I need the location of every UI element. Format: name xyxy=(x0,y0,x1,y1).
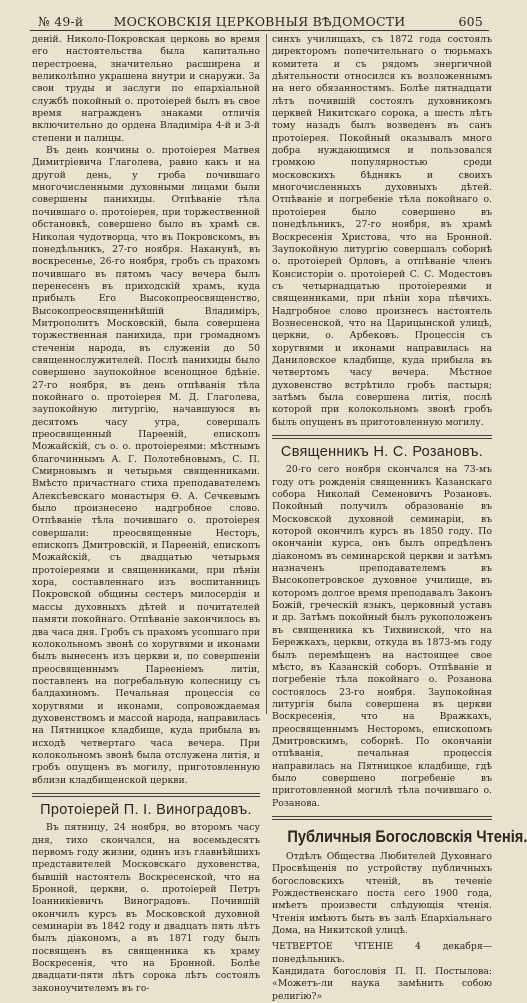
article-paragraph: синхъ училищахъ, съ 1872 года состоялъ директоромъ попечительнаго о тюрьмахъ комитета и съ рядомъ энергичной дѣятельности относился къ возложеннымъ на него обязанностямъ. Болѣе пятнадцати лѣтъ почившій состоялъ духовникомъ церквей Никитскаго сорока, а шесть лѣтъ тому назадъ былъ возведенъ въ санъ протоіерея. Покойный оказывалъ много добра нуждающимся и пользовался громкою популярностью среди московскихъ бѣднякъ и своихъ многочисленныхъ духовныхъ дѣтей. Отпѣваніе и погребеніе тѣла покойнаго о. протоіерея было совершено въ понедѣльникъ, 27-го ноября, въ храмѣ Воскресенія Христова, что на Бронной. Заупокойную литургію совершалъ соборнѣ о. протоіерей Орловъ, а отпѣваніе членъ Консисторіи о. протоіерей С. С. Модестовъ съ четырнадцатью протоіереями и священниками, при пѣніи хора пѣвчихъ. Надгробное слово произнесъ настоятель Вознесенской, что на Царицынской улицѣ, церкви, о. Арбековъ. Процессія съ хоругвями и иконами направилась на Даниловское кладбище, куда прибыла въ четвертомъ часу вечера. Мѣстное духовенство встрѣтило гробъ пастыря; затѣмъ была совершена литія, послѣ которой при колокольномъ звонѣ гробъ былъ опущенъ въ приготовленную могилу. xyxy=(272,34,492,428)
obituary-paragraph: 20-го сего ноября скончался на 73-мъ году отъ рожденія священникъ Казанскаго собора Николай Семеновичъ Розановъ. Покойный получилъ образованіе въ Московской духовной семинаріи, въ которой окончилъ курсъ въ 1850 году. По окончаніи курса, онъ былъ опредѣленъ діакономъ въ семинарской церкви и затѣмъ назначенъ преподавателемъ въ Высокопетровское духовное училище, въ которомъ долгое время преподавалъ Законъ Божій, греческій языкъ, церковный уставъ и др. Затѣмъ покойный былъ рукоположенъ въ священника къ Тихвинской, что на Бережкахъ, церкви, откуда въ 1873-мъ году былъ перемѣщенъ на настоящее свое мѣсто, въ Казанскій соборъ. Отпѣваніе и погребеніе тѣла покойнаго о. Розанова состоялось 23-го ноября. Заупокойная литургія была совершена въ церкви Воскресенія, что на Вражкахъ, преосвященнымъ Несторомъ, епископомъ Дмитровскимъ, соборнѣ. По окончаніи отпѣванія, печальная процессія направилась на Пятницкое кладбище, гдѣ было совершено погребеніе въ приготовленной могилѣ тѣла почившаго о. Розанова. xyxy=(272,464,492,809)
obituary-paragraph: Въ пятницу, 24 ноября, во второмъ часу дня, тихо скончался, на восемьдесятъ первомъ году жизни, одинъ изъ главнѣйшихъ представителей Московскаго духовенства, бывшій настоятель Воскресенской, что на Бронной, церкви, о. протоіерей Петръ Іоанникіевичъ Виноградовъ. Почившій окончилъ курсъ въ Московской духовной семинаріи въ 1842 году и двадцать пять лѣтъ былъ діакономъ, а въ 1871 году былъ посвященъ въ священника къ храму Воскресенія, что на Бронной. Болѣе двадцати-пяти лѣтъ сорока лѣтъ состоялъ законоучителемъ въ го- xyxy=(32,822,260,994)
lectures-intro: Отдѣлъ Общества Любителей Духовнаго Просвѣщенія по устройству публичныхъ богословскихъ чтеній, въ теченіе Рождественскаго поста сего 1900 года, имѣетъ произвести слѣдующія чтенія. Чтенія имѣютъ быть въ залѣ Епархіальнаго Дома, на Никитской улицѣ. xyxy=(272,850,492,937)
publication-title: МОСКОВСКІЯ ЦЕРКОВНЫЯ ВѢДОМОСТИ xyxy=(113,14,406,29)
section-divider xyxy=(32,793,260,797)
obituary-title-vinogradov: Протоіерей П. І. Виноградовъ. xyxy=(40,801,252,818)
page-number: 605 xyxy=(458,14,483,29)
section-divider xyxy=(272,816,492,820)
lectures-heading: Публичныя Богословскія Чтенія. xyxy=(287,826,527,846)
section-divider xyxy=(272,435,492,439)
obituary-title-rozanov: Священникъ Н. С. Розановъ. xyxy=(280,444,484,460)
left-column xyxy=(32,34,260,994)
article-paragraph: деній. Николо-Покровская церковь во время его настоятельства была капитально перестроена, значительно расширена и великолѣпно украшена внутри и снаружи. За свои труды и заслуги по епархіальной службѣ покойный о. протоіерей былъ въ свое время награжденъ знаками отличія включительно до ордена Владиміра 4-й и 3-й степени и палицы. xyxy=(32,34,260,144)
right-column xyxy=(272,34,527,1002)
article-paragraph: Въ день кончины о. протоіерея Матвея Димитріевича Глаголева, равно какъ и на другой день, у гроба почившаго многочисленными духовными лицами были совершены панихиды. Отпѣваніе тѣла почившаго о. протоіерея, при торжественной обстановкѣ, совершено было въ храмѣ св. Николая чудотворца, что въ Покровскомъ, въ понедѣльникъ, 27-го ноября. Наканунѣ, въ воскресенье, 26-го ноября, гробъ съ прахомъ почившаго въ пятомъ часу вечера былъ перенесенъ въ приходскій храмъ, куда прибылъ Его Высокопреосвященство, Высокопреосвященнѣйшій Владиміръ, Митрополитъ Московскій, была совершена торжественная панихида, при громадномъ стеченіи народа, въ служеніи до 50 священнослужителей. Послѣ панихиды было совершено заупокойное всенощное бдѣніе. 27-го ноября, въ день отпѣванія тѣла покойнаго о. протоіерея М. Д. Глаголева, заупокойную литургію, начавшуюся въ десятомъ часу утра, совершалъ преосвященный Парѳеній, епископъ Можайскій, съ о. о. протоіереями: мѣстнымъ благочиннымъ А. Г. Полотебновымъ, С. П. Смирновымъ и четырьмя священниками. Вмѣсто причастнаго стиха преподавателемъ Алексѣевскаго монастыря Ѳ. А. Сечкевымъ было произнесено надгробное слово. Отпѣваніе тѣла почившаго о. протоіерея совершали: преосвященные Несторъ, епископъ Дмитровскій, и Парѳеній, епископъ Можайскій, съ двадцатью четырьмя протоіереями и священниками, при пѣніи хора, составленнаго изъ воспитанницъ Покровской общины сестеръ милосердія и массы духовныхъ дѣтей и почитателей памяти покойнаго. Отпѣваніе закончилось въ два часа дня. Гробъ съ прахомъ усопшаго при колокольномъ звонѣ со хоругвями и иконами былъ вынесенъ изъ церкви и, по совершеніи преосвященнымъ Парѳеніемъ литіи, поставленъ на погребальную колесницу съ балдахиномъ. Печальная процессія со хоругвями и иконами, сопровождаемая духовенствомъ и массой народа, направилась на Пятницкое кладбище, куда прибыла въ исходѣ четвертаго часа вечера. При колокольномъ звонѣ была отслужена литія, и гробъ опущенъ въ могилу, приготовленную вблизи кладбищенской церкви. xyxy=(32,145,260,786)
page-header xyxy=(30,8,489,30)
header-rule xyxy=(30,30,489,31)
issue-number: № 49-й xyxy=(38,14,84,29)
lecture-topic-line: Кандидата богословія П. П. Постылова: «Можетъ-ли наука замѣнить собою религію?» xyxy=(272,966,492,1002)
column-divider xyxy=(266,34,267,714)
lecture-date-line: ЧЕТВЕРТОЕ ЧТЕНІЕ 4 декабря—понедѣльникъ. xyxy=(272,941,492,965)
